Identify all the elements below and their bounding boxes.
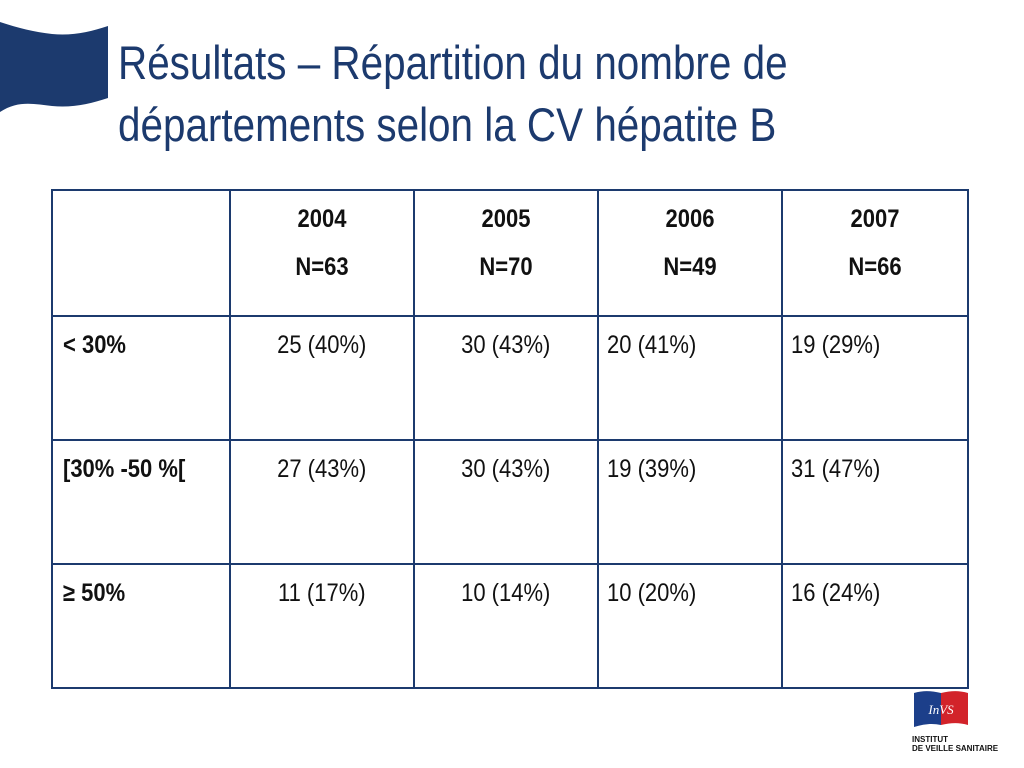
column-year: 2005 xyxy=(481,205,531,233)
table-cell: 10 (14%) xyxy=(414,564,598,688)
title-line-1: Résultats – Répartition du nombre de xyxy=(118,36,788,89)
column-header xyxy=(230,190,414,316)
logo-wordmark: InVS xyxy=(928,702,954,717)
invs-logo xyxy=(912,689,999,753)
column-header xyxy=(598,190,782,316)
column-count: N=70 xyxy=(479,253,533,281)
table-cell: 19 (29%) xyxy=(782,316,968,440)
table-cell: 30 (43%) xyxy=(414,440,598,564)
results-table xyxy=(51,189,969,689)
column-year: 2004 xyxy=(297,205,347,233)
column-year: 2007 xyxy=(850,205,900,233)
table-row xyxy=(52,564,968,688)
table-cell: 30 (43%) xyxy=(414,316,598,440)
table-row xyxy=(52,440,968,564)
table-row xyxy=(52,316,968,440)
column-count: N=63 xyxy=(295,253,349,281)
title-line-2: départements selon la CV hépatite B xyxy=(118,98,777,151)
table-cell: 25 (40%) xyxy=(230,316,414,440)
column-header xyxy=(414,190,598,316)
column-header xyxy=(782,190,968,316)
row-label: ≥ 50% xyxy=(52,564,230,688)
table-cell: 31 (47%) xyxy=(782,440,968,564)
logo-caption-line-1: INSTITUT xyxy=(912,735,948,744)
table-cell: 27 (43%) xyxy=(230,440,414,564)
row-label: < 30% xyxy=(52,316,230,440)
invs-logo-mark xyxy=(912,689,970,727)
table-cell: 20 (41%) xyxy=(598,316,782,440)
slide-title xyxy=(118,32,875,156)
table-header-row xyxy=(52,190,968,316)
row-label: [30% -50 %[ xyxy=(52,440,230,564)
logo-caption-line-2: DE VEILLE SANITAIRE xyxy=(912,744,999,753)
column-year: 2006 xyxy=(665,205,715,233)
flag-decoration xyxy=(0,22,112,114)
corner-cell xyxy=(52,190,230,316)
column-count: N=49 xyxy=(663,253,717,281)
column-count: N=66 xyxy=(848,253,902,281)
logo-caption xyxy=(912,735,999,753)
table-cell: 19 (39%) xyxy=(598,440,782,564)
table-cell: 16 (24%) xyxy=(782,564,968,688)
table-cell: 11 (17%) xyxy=(230,564,414,688)
table-cell: 10 (20%) xyxy=(598,564,782,688)
